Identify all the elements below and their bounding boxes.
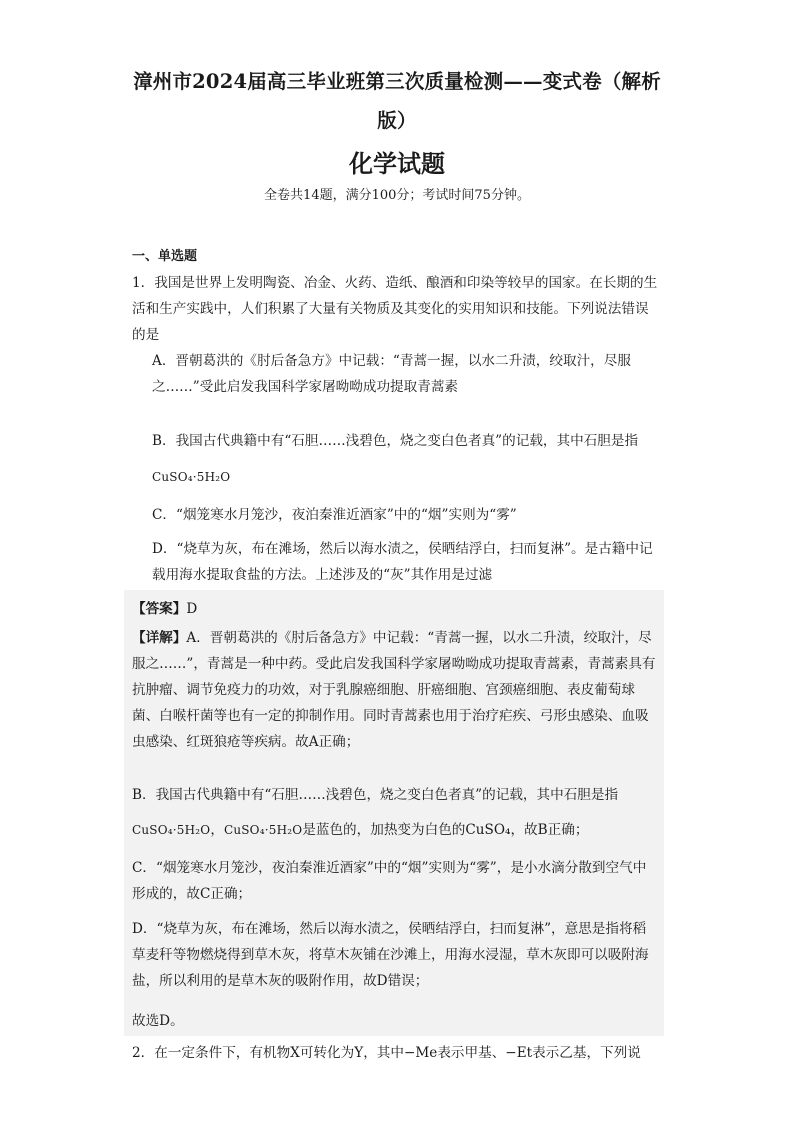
answer-conclusion: 故选D。	[132, 1013, 184, 1029]
detail-a	[132, 625, 657, 755]
detail-b-rest: 是蓝色的，加热变为白色的CuSO₄，故B正确；	[302, 822, 589, 838]
question-1-option-b	[152, 428, 662, 454]
question-1-option-d: D．“烧草为灰，布在滩场，然后以海水渍之，侯晒结浮白，扫而复淋”。是古籍中记载用海水提取食盐的方法。上述涉及的“灰”其作用是过滤	[152, 541, 653, 583]
question-1-option-c: C．“烟笼寒水月笼沙，夜泊秦淮近酒家”中的“烟”实则为“雾”	[152, 507, 517, 523]
option-b-formula: CuSO₄·5H₂O	[152, 470, 231, 484]
detail-d: D．“烧草为灰，布在滩场，然后以海水渍之，侯晒结浮白，扫而复淋”，意思是指将稻草麦秆等物燃烧得到草木灰，将草木灰铺在沙滩上，用海水浸湿，草木灰即可以吸附海盐，所以利用的是草木灰的吸附作用，故D错误；	[132, 921, 649, 989]
detail-b-separator: ，	[210, 822, 224, 838]
answer-value: D	[186, 601, 198, 617]
detail-b: B．我国古代典籍中有“石胆……浅碧色，烧之变白色者真”的记载，其中石胆是指	[132, 787, 619, 803]
answer-label: 【答案】	[132, 601, 187, 617]
section-heading: 一、单选题	[132, 249, 198, 264]
exam-info: 全卷共14题，满分100分；考试时间75分钟。	[264, 188, 530, 203]
detail-b-formula-line	[132, 817, 657, 843]
detail-label: 【详解】	[132, 630, 187, 646]
question-2-stem: 2．在一定条件下，有机物X可转化为Y，其中−Me表示甲基、−Et表示乙基，下列说	[132, 1045, 641, 1061]
detail-b-formula-1: CuSO₄·5H₂O	[132, 823, 211, 837]
answer-line	[132, 596, 657, 622]
detail-a-text: A．晋朝葛洪的《肘后备急方》中记载：“青蒿一握，以水二升渍，绞取汁，尽服之……”，青蒿是一种中药。受此启发我国科学家屠呦呦成功提取青蒿素，青蒿素具有抗肿瘤、调节免疫力的功效，对于乳腺癌细胞、肝癌细胞、宫颈癌细胞、表皮葡萄球菌、白喉杆菌等也有一定的抑制作用。同时青蒿素也用于治疗疟疾、弓形虫感染、血吸虫感染、红斑狼疮等疾病。故A正确；	[132, 630, 656, 750]
question-1-stem: 1．我国是世界上发明陶瓷、冶金、火药、造纸、酿酒和印染等较早的国家。在长期的生活和生产实践中，人们积累了大量有关物质及其变化的实用知识和技能。下列说法错误的是	[132, 275, 658, 343]
option-b-text: B．我国古代典籍中有“石胆……浅碧色，烧之变白色者真”的记载，其中石胆是指	[152, 433, 639, 449]
subject-heading: 化学试题	[349, 149, 445, 178]
document-title: 漳州市2024届高三毕业班第三次质量检测——变式卷（解析版）	[133, 70, 661, 132]
detail-c: C．“烟笼寒水月笼沙，夜泊秦淮近酒家”中的“烟”实则为“雾”，是小水滴分散到空气中形成的，故C正确；	[132, 860, 647, 902]
question-1-option-a: A．晋朝葛洪的《肘后备急方》中记载：“青蒿一握，以水二升渍，绞取汁，尽服之……”受此启发我国科学家屠呦呦成功提取青蒿素	[152, 353, 631, 395]
detail-b-formula-2: CuSO₄·5H₂O	[223, 823, 303, 837]
